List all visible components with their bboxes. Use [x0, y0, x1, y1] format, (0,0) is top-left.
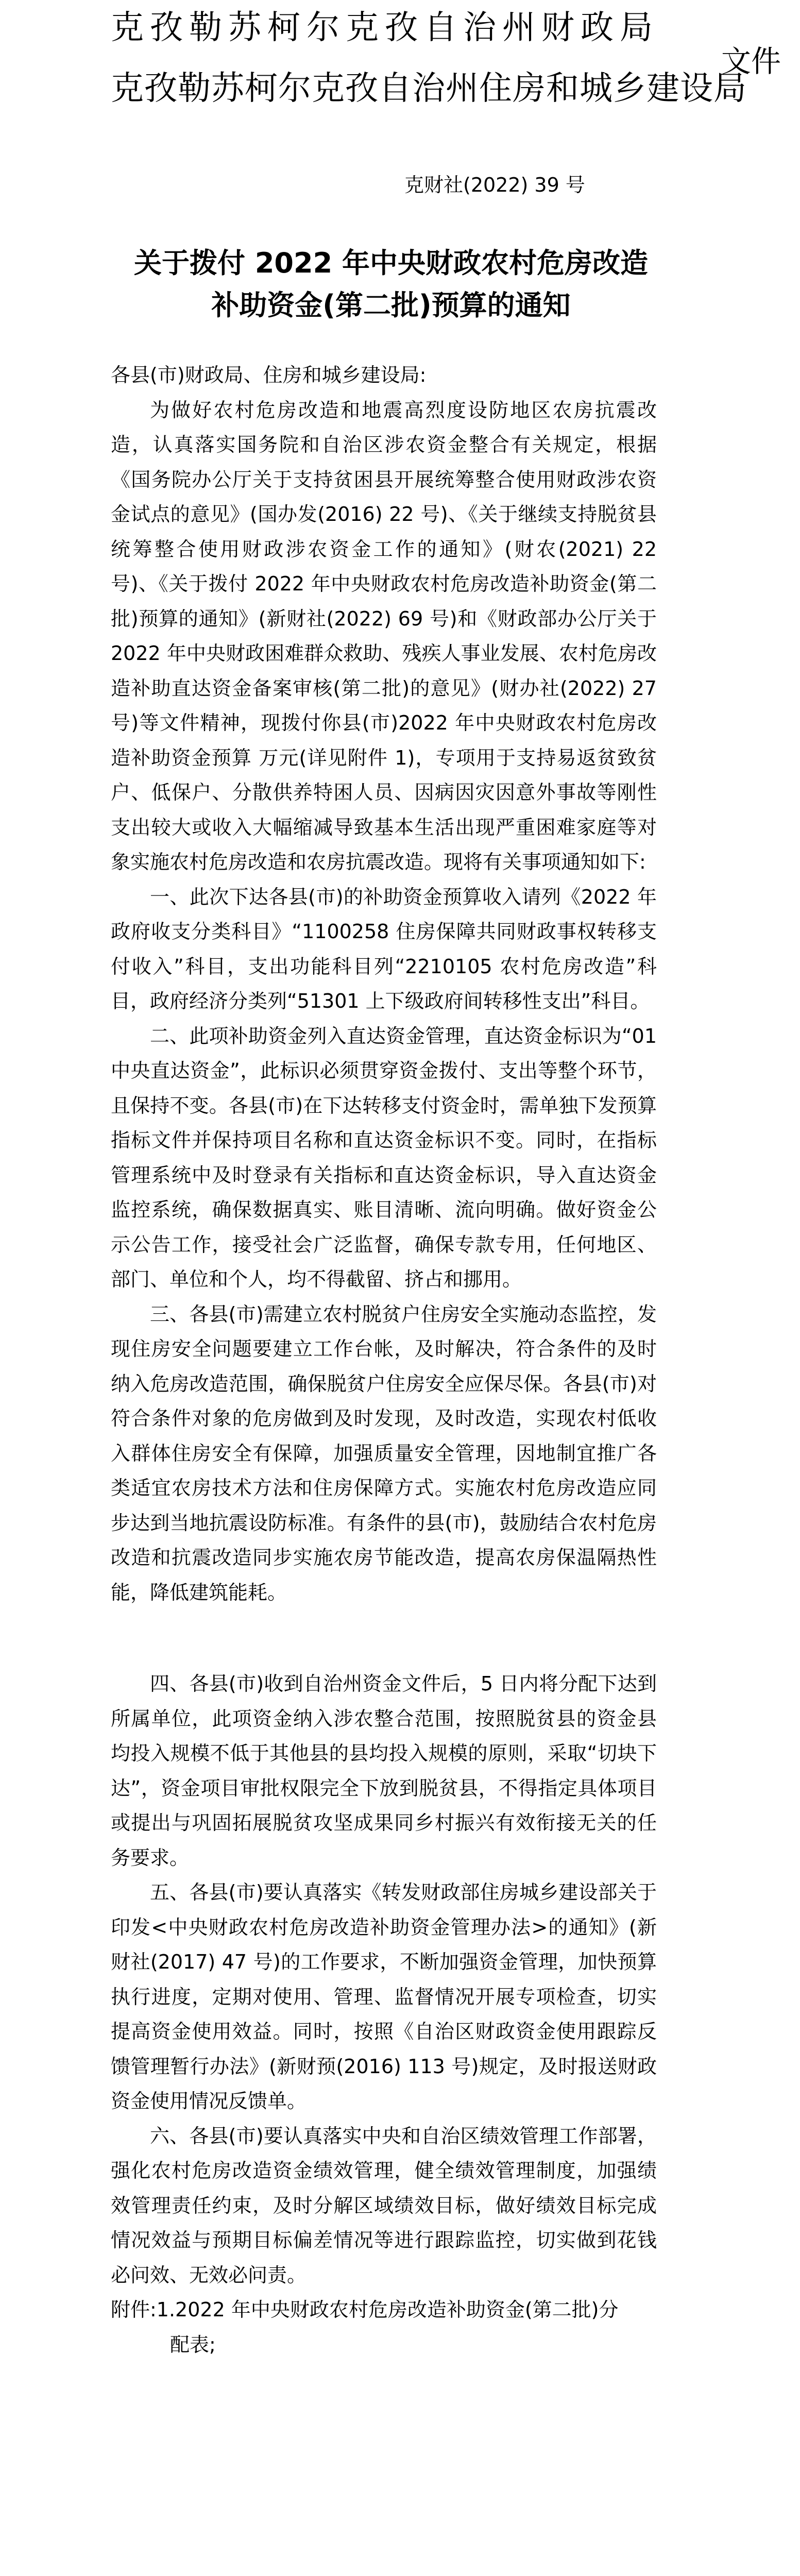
issuer-line-finance-bureau: 克孜勒苏柯尔克孜自治州财政局	[111, 9, 659, 47]
issuer-line-housing-bureau: 克孜勒苏柯尔克孜自治州住房和城乡建设局	[111, 70, 747, 108]
doc-title-line-2: 补助资金(第二批)预算的通知	[211, 289, 571, 321]
doc-type-word: 文件	[721, 44, 781, 79]
doc-body	[111, 358, 657, 2362]
clause-2-paragraph: 二、此项补助资金列入直达资金管理，直达资金标识为“01 中央直达资金”，此标识必须贯穿资金拨付、支出等整个环节，且保持不变。各县(市)在下达转移支付资金时，需单独下发预算指标文件并保持项目名称和直达资金标识不变。同时，在指标管理系统中及时登录有关指标和直达资金标识，导入直达资金监控系统，确保数据真实、账目清晰、流向明确。做好资金公示公告工作，接受社会广泛监督，确保专款专用，任何地区、部门、单位和个人，均不得截留、挤占和挪用。	[111, 1024, 657, 1291]
doc-title	[111, 242, 671, 327]
clause-1-paragraph: 一、此次下达各县(市)的补助资金预算收入请列《2022 年政府收支分类科目》“1100258 住房保障共同财政事权转移支付收入”科目，支出功能科目列“2210105 农村危房改造”科目，政府经济分类列“51301 上下级政府间转移性支出”科目。	[111, 885, 657, 1012]
doc-number: 克财社(2022) 39 号	[404, 174, 585, 196]
attachment-line-2: 配表;	[170, 2333, 216, 2356]
attachment-list	[111, 2293, 657, 2362]
attachment-line-1: 附件:1.2022 年中央财政农村危房改造补助资金(第二批)分	[111, 2298, 619, 2321]
clause-6-paragraph: 六、各县(市)要认真落实中央和自治区绩效管理工作部署，强化农村危房改造资金绩效管理，健全绩效管理制度，加强绩效管理责任约束，及时分解区域绩效目标，做好绩效目标完成情况效益与预期目标偏差情况等进行跟踪监控，切实做到花钱必问效、无效必问责。	[111, 2124, 657, 2286]
intro-paragraph: 为做好农村危房改造和地震高烈度设防地区农房抗震改造，认真落实国务院和自治区涉农资金整合有关规定，根据《国务院办公厅关于支持贫困县开展统筹整合使用财政涉农资金试点的意见》(国办发(2016) 22 号)、《关于继续支持脱贫县统筹整合使用财政涉农资金工作的通知》(财农(2021) 22 号)、《关于拨付 2022 年中央财政农村危房改造补助资金(第二批)预算的通知》(新财社(2022) 69 号)和《财政部办公厅关于 2022 年中央财政困难群众救助、残疾人事业发展、农村危房改造补助直达资金备案审核(第二批)的意见》(财办社(2022) 27 号)等文件精神，现拨付你县(市)2022 年中央财政农村危房改造补助资金预算 万元(详见附件 1)，专项用于支持易返贫致贫户、低保户、分散供养特困人员、因病因灾因意外事故等刚性支出较大或收入大幅缩减导致基本生活出现严重困难家庭等对象实施农村危房改造和农房抗震改造。现将有关事项通知如下:	[111, 398, 657, 873]
salutation: 各县(市)财政局、住房和城乡建设局:	[111, 364, 427, 386]
clause-5-paragraph: 五、各县(市)要认真落实《转发财政部住房城乡建设部关于印发<中央财政农村危房改造补助资金管理办法>的通知》(新财社(2017) 47 号)的工作要求，不断加强资金管理，加快预算执行进度，定期对使用、管理、监督情况开展专项检查，切实提高资金使用效益。同时，按照《自治区财政资金使用跟踪反馈管理暂行办法》(新财预(2016) 113 号)规定，及时报送财政资金使用情况反馈单。	[111, 1881, 657, 2112]
clause-4-paragraph: 四、各县(市)收到自治州资金文件后，5 日内将分配下达到所属单位，此项资金纳入涉农整合范围，按照脱贫县的资金县均投入规模不低于其他县的县均投入规模的原则，采取“切块下达”，资金项目审批权限完全下放到脱贫县，不得指定具体项目或提出与巩固拓展脱贫攻坚成果同乡村振兴有效衔接无关的任务要求。	[111, 1672, 657, 1869]
doc-title-line-1: 关于拨付 2022 年中央财政农村危房改造	[134, 247, 648, 279]
clause-3-paragraph: 三、各县(市)需建立农村脱贫户住房安全实施动态监控，发现住房安全问题要建立工作台帐，及时解决，符合条件的及时纳入危房改造范围，确保脱贫户住房安全应保尽保。各县(市)对符合条件对象的危房做到及时发现，及时改造，实现农村低收入群体住房安全有保障，加强质量安全管理，因地制宜推广各类适宜农房技术方法和住房保障方式。实施农村危房改造应同步达到当地抗震设防标准。有条件的县(市)，鼓励结合农村危房改造和抗震改造同步实施农房节能改造，提高农房保温隔热性能，降低建筑能耗。	[111, 1302, 657, 1604]
